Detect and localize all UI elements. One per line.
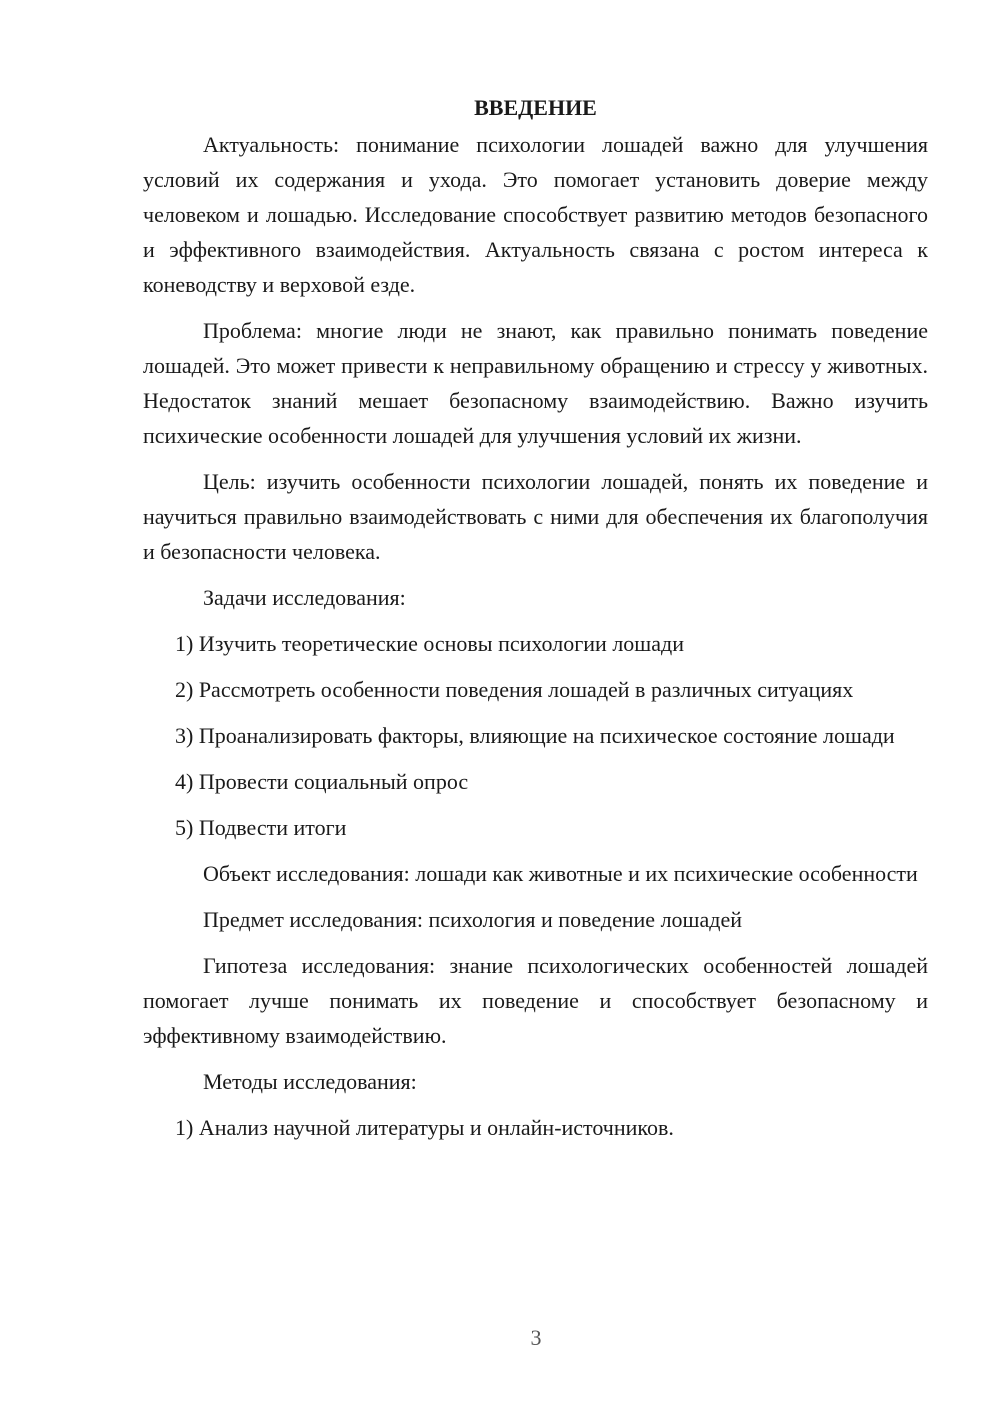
section-title: ВВЕДЕНИЕ: [474, 95, 597, 120]
subject-paragraph: Предмет исследования: психология и поведение лошадей: [203, 907, 742, 932]
tasks-heading: Задачи исследования:: [203, 585, 406, 610]
methods-heading: Методы исследования:: [203, 1069, 417, 1094]
task-item: 2) Рассмотреть особенности поведения лошадей в различных ситуациях: [175, 677, 854, 702]
task-item: 1) Изучить теоретические основы психологии лошади: [175, 631, 684, 656]
page-number: 3: [530, 1325, 542, 1350]
task-item: 5) Подвести итоги: [175, 815, 347, 840]
relevance-paragraph: Актуальность: понимание психологии лошадей важно для улучшения условий их содержания и ухода. Это помогает установить доверие между человеком и лошадью. Исследование способствует развитию методов безопасного и эффективного взаимодействия. Актуальность связана с ростом интереса к коневодству и верховой езде.: [143, 132, 928, 297]
problem-paragraph: Проблема: многие люди не знают, как правильно понимать поведение лошадей. Это может привести к неправильному обращению и стрессу у животных. Недостаток знаний мешает безопасному взаимодействию. Важно изучить психические особенности лошадей для улучшения условий их жизни.: [143, 318, 928, 448]
page-content: [143, 90, 928, 1156]
goal-paragraph: Цель: изучить особенности психологии лошадей, понять их поведение и научиться правильно взаимодействовать с ними для обеспечения их благополучия и безопасности человека.: [143, 469, 928, 564]
hypothesis-paragraph: Гипотеза исследования: знание психологических особенностей лошадей помогает лучше понимать их поведение и способствует безопасному и эффективному взаимодействию.: [143, 953, 928, 1048]
task-item: 3) Проанализировать факторы, влияющие на психическое состояние лошади: [175, 723, 895, 748]
task-item: 4) Провести социальный опрос: [175, 769, 469, 794]
object-paragraph: Объект исследования: лошади как животные и их психические особенности: [203, 861, 918, 886]
method-item: 1) Анализ научной литературы и онлайн-источников.: [175, 1115, 674, 1140]
